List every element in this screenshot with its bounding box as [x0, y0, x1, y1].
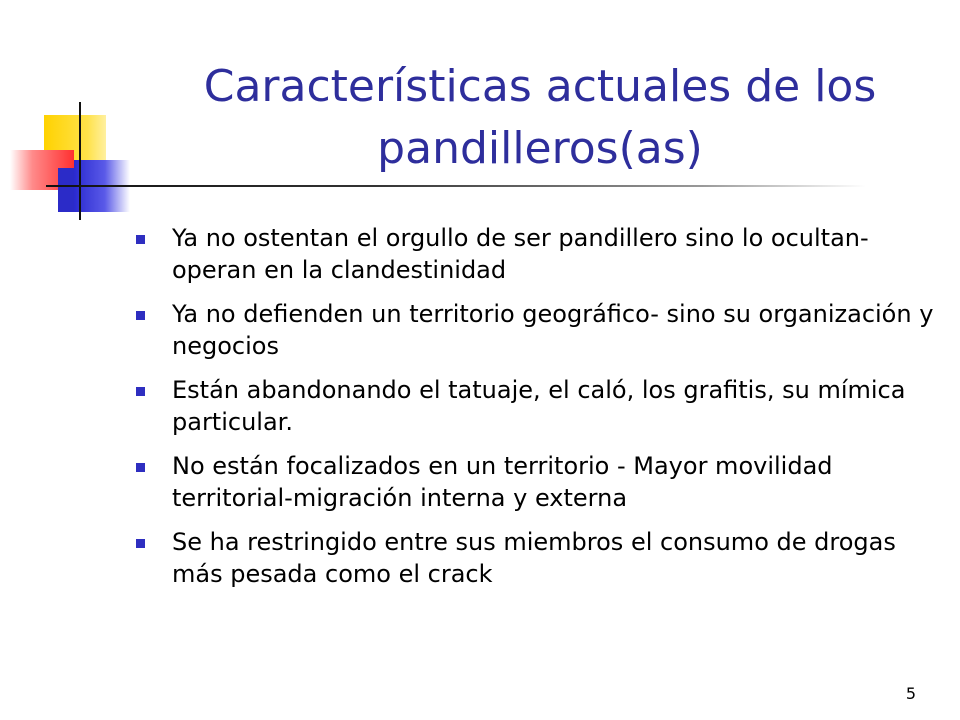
- square-bullet-icon: [136, 387, 145, 396]
- page-number: 5: [905, 684, 916, 703]
- square-bullet-icon: [136, 235, 145, 244]
- square-bullet-icon: [136, 463, 145, 472]
- decorative-squares: [0, 0, 140, 230]
- bullet-text: Ya no defienden un territorio geográfico- sino su organización y negocios: [172, 300, 934, 360]
- bullet-list: [134, 222, 934, 602]
- vertical-rule: [79, 102, 81, 220]
- bullet-item: [134, 450, 934, 514]
- bullet-item: [134, 526, 934, 590]
- bullet-item: [134, 222, 934, 286]
- bullet-item: [134, 298, 934, 362]
- bullet-item: [134, 374, 934, 438]
- square-bullet-icon: [136, 311, 145, 320]
- square-bullet-icon: [136, 539, 145, 548]
- bullet-text: Ya no ostentan el orgullo de ser pandillero sino lo ocultan- operan en la clandestinidad: [172, 224, 869, 284]
- slide-title: Características actuales de los pandilleros(as): [203, 61, 877, 174]
- bullet-text: No están focalizados en un territorio - Mayor movilidad territorial-migración interna y externa: [172, 452, 833, 512]
- bullet-text: Se ha restringido entre sus miembros el consumo de drogas más pesada como el crack: [172, 528, 896, 588]
- title-underline: [46, 185, 866, 187]
- bullet-text: Están abandonando el tatuaje, el caló, los grafitis, su mímica particular.: [172, 376, 906, 436]
